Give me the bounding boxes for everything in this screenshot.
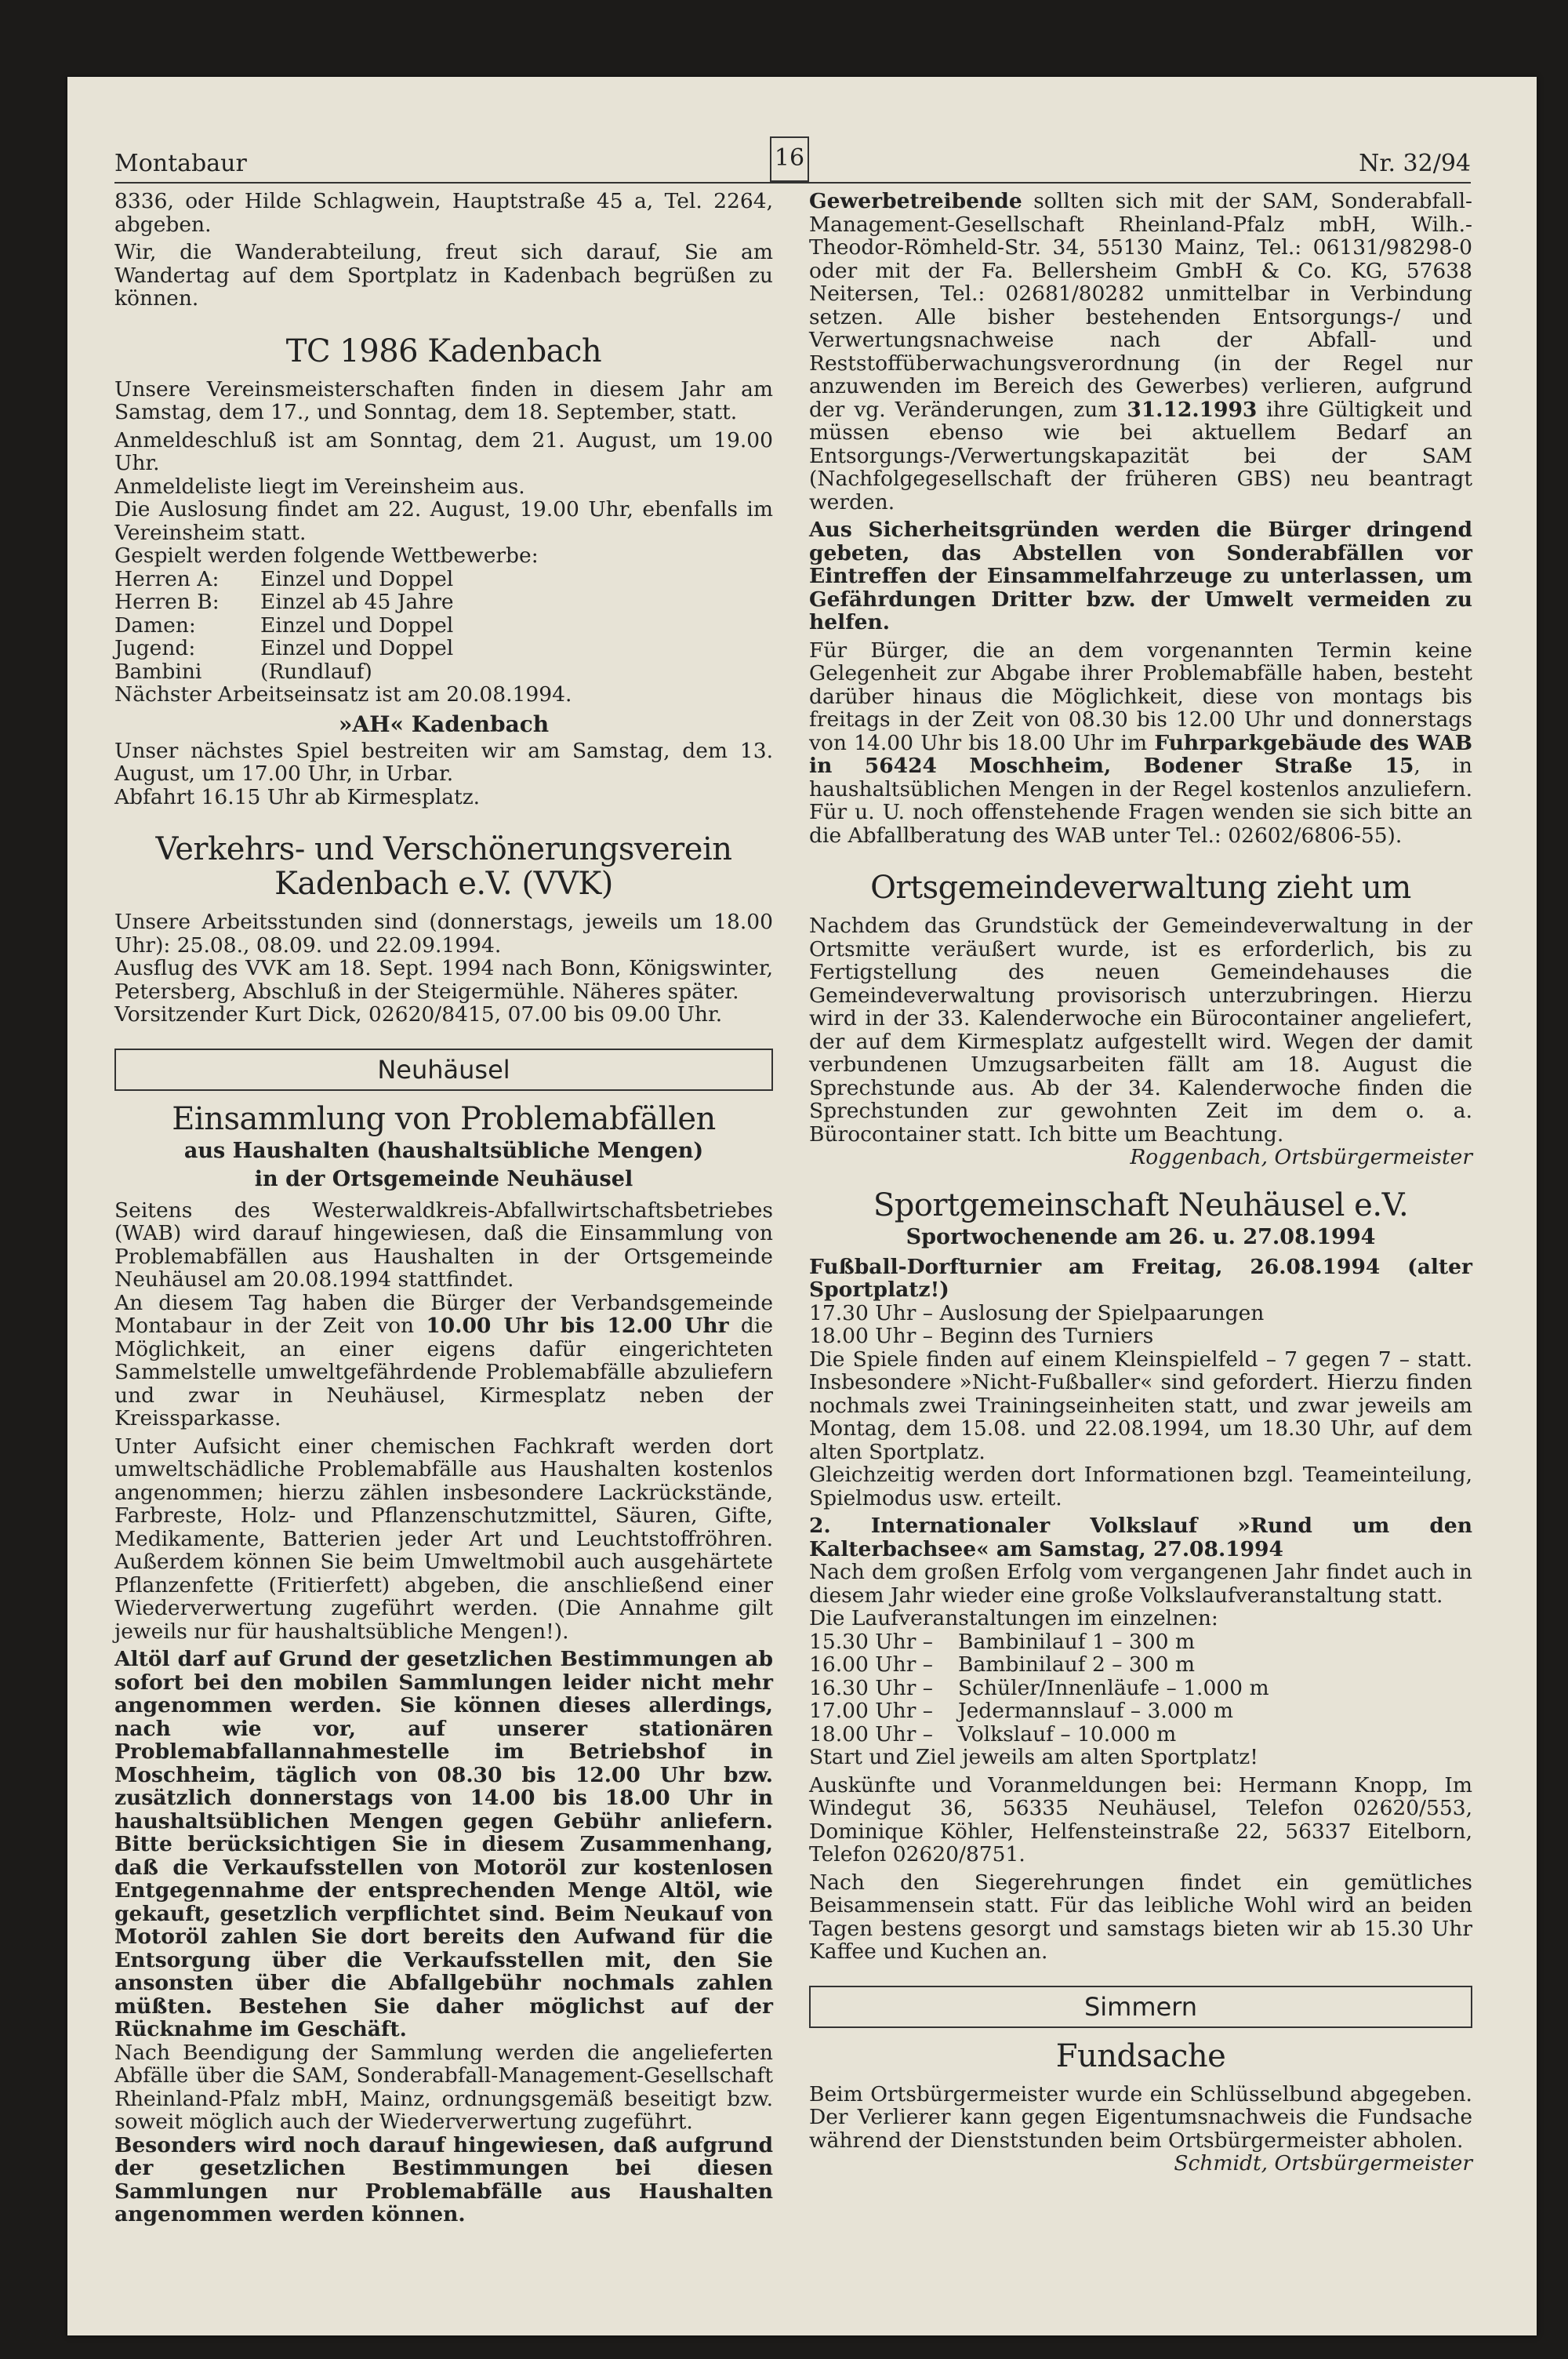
intro-paragraph: 8336, oder Hilde Schlagwein, Hauptstraße 45 a, Tel. 2264, abgeben. xyxy=(114,189,773,237)
section-title-vvk: Verkehrs- und Verschönerungsverein xyxy=(155,831,732,867)
tc-paragraph: Unsere Vereinsmeisterschaften finden in diesem Jahr am Samstag, dem 17., und Sonntag, dem 18. September, statt. xyxy=(114,376,773,424)
table-row: 16.30 Uhr – Schüler/Innenläufe – 1.000 m xyxy=(809,1675,1269,1700)
table-row: Herren A: Einzel und Doppel xyxy=(114,566,454,591)
tc-paragraph: Anmeldeschluß ist am Sonntag, dem 21. August, um 19.00 Uhr. xyxy=(114,427,773,475)
section-subtitle: in der Ortsgemeinde Neuhäusel xyxy=(254,1166,633,1191)
section-title-ah: »AH« Kadenbach xyxy=(338,711,550,737)
section-subtitle: aus Haushalten (haushaltsübliche Mengen) xyxy=(183,1138,704,1163)
competition-table xyxy=(114,568,454,684)
right-column xyxy=(809,190,1472,2180)
table-row: 15.30 Uhr – Bambinilauf 1 – 300 m xyxy=(809,1629,1196,1654)
pm-paragraph: Unter Aufsicht einer chemischen Fachkraft werden dort umweltschädliche Problemabfälle aus Haushalten kostenlos angenommen; hierzu zählen insbesondere Lackrückstände, Farbreste, Holz- und Pflanzenschutzmittel, Säuren, Gifte, Medikamente, Batterien jeder Art und Leuchtstoffröhren. Außerdem können Sie beim Umweltmobil auch ausgehärtete Pflanzenfette (Fritierfett) abgeben, die anschließend einer Wiederverwertung zugeführt werden. (Die Annahme gilt jeweils nur für haushaltsübliche Mengen!). xyxy=(114,1434,773,1644)
sg-paragraph: Auskünfte und Voranmeldungen bei: Hermann Knopp, Im Windegut 36, 56335 Neuhäusel, Telefon 02620/553, Dominique Köhler, Helfensteinstraße 22, 56337 Eitelborn, Telefon 02620/8751. xyxy=(809,1772,1472,1866)
og-paragraph: Nachdem das Grundstück der Gemeindeverwaltung in der Ortsmitte veräußert wurde, ist es erforderlich, bis zu Fertigstellung des neuen Gemeindehauses die Gemeindeverwaltung provisorisch unterzubringen. Hierzu wird in der 33. Kalenderwoche ein Bürocontainer angeliefert, der auf dem Kirmesplatz aufgestellt wird. Wegen der damit verbundenen Umzugsarbeiten fällt am 18. August die Sprechstunde aus. Ab der 34. Kalenderwoche finden die Sprechstunden zur gewohnten Zeit im dem o. a. Bürocontainer statt. Ich bitte um Beachtung. xyxy=(809,914,1472,1147)
vvk-paragraph: Ausflug des VVK am 18. Sept. 1994 nach Bonn, Königswinter, Petersberg, Abschluß in der Steigermühle. Näheres später. xyxy=(114,956,773,1004)
table-row: 16.00 Uhr – Bambinilauf 2 – 300 m xyxy=(809,1652,1196,1677)
tc-paragraph: Gespielt werden folgende Wettbewerbe: xyxy=(114,543,539,568)
section-title-problemabfaelle: Einsammlung von Problemabfällen xyxy=(172,1100,716,1137)
issue-number: Nr. 32/94 xyxy=(1359,150,1471,177)
page-header xyxy=(114,140,1471,184)
run-schedule-table xyxy=(809,1630,1269,1747)
vvk-paragraph: Unsere Arbeitsstunden sind (donnerstags, jeweils um 18.00 Uhr): 25.08., 08.09. und 22.09.1994. xyxy=(114,910,773,958)
safety-paragraph: Aus Sicherheitsgründen werden die Bürger dringend gebeten, das Abstellen von Sonderabfällen vor Eintreffen der Einsammelfahrzeuge zu unterlassen, um Gefährdungen Dritter bzw. der Umwelt vermeiden zu helfen. xyxy=(809,518,1472,634)
pm-paragraph-bold: Altöl darf auf Grund der gesetzlichen Bestimmungen ab sofort bei den mobilen Sammlungen leider nicht mehr angenommen werden. Sie können dieses allerdings, nach wie vor, auf unserer stationären Problemabfallannahmestelle im Betriebshof in Moschheim, täglich von 08.30 bis 12.00 Uhr bzw. zusätzlich donnerstags von 14.00 bis 18.00 Uhr in haushaltsüblichen Mengen gegen Gebühr anliefern. Bitte berücksichtigen Sie in diesem Zusammenhang, daß die Verkaufsstellen von Motoröl zur kostenlosen Entgegennahme der entsprechenden Menge Altöl, wie gekauft, gesetzlich verpflichtet sind. Beim Neukauf von Motoröl zahlen Sie dort bereits den Aufwand für die Entsorgung über die Verkaufsstellen mit, den Sie ansonsten über die Abfallgebühr nochmals zahlen müßten. Bestehen Sie daher möglichst auf der Rücknahme im Geschäft. xyxy=(114,1647,773,2041)
sg-line: 17.30 Uhr – Auslosung der Spielpaarungen xyxy=(809,1300,1265,1325)
section-title-fundsache: Fundsache xyxy=(1055,2037,1226,2074)
page-number: 16 xyxy=(770,136,809,182)
gewerbe-paragraph: Gewerbetreibende sollten sich mit der SAM, Sonderabfall-Management-Gesellschaft Rheinland-Pfalz mbH, Wilh.-Theodor-Römheld-Str. 34, 55130 Mainz, Tel.: 06131/98298-0 oder mit der Fa. Bellersheim GmbH & Co. KG, 57638 Neitersen, Tel.: 02681/80282 unmittelbar in Verbindung setzen. Alle bisher bestehenden Entsorgungs-/ und Verwertungsnachweise nach der Abfall- und Reststoffüberwachungsverordnung (in der Regel nur anzuwenden im Bereich des Gewerbes) verlieren, aufgrund der vg. Veränderungen, zum 31.12.1993 ihre Gültigkeit und müssen ebenso wie bei aktuellem Bedarf an Entsorgungs-/Verwertungskapazität bei der SAM (Nachfolgegesellschaft der früheren GBS) neu beantragt werden. xyxy=(809,189,1472,514)
tc-paragraph: Anmeldeliste liegt im Vereinsheim aus. xyxy=(114,474,525,499)
sg-paragraph: Nach dem großen Erfolg vom vergangenen Jahr findet auch in diesem Jahr wieder eine große Volkslaufveranstaltung statt. xyxy=(809,1560,1472,1608)
section-title-vvk-2: Kadenbach e.V. (VVK) xyxy=(274,866,613,902)
sg-paragraph: Start und Ziel jeweils am alten Sportplatz! xyxy=(809,1745,1258,1769)
sg-paragraph: Die Laufveranstaltungen im einzelnen: xyxy=(809,1606,1218,1630)
left-column xyxy=(114,190,773,2231)
pm-paragraph: Seitens des Westerwaldkreis-Abfallwirtschaftsbetriebes (WAB) wird darauf hingewiesen, daß die Einsammlung von Problemabfällen aus Haushalten in der Ortsgemeinde Neuhäusel am 20.08.1994 stattfindet. xyxy=(114,1198,773,1292)
section-title-ortsgemeinde: Ortsgemeindeverwaltung zieht um xyxy=(870,870,1411,906)
locality-box-neuhaeusel: Neuhäusel xyxy=(114,1049,773,1091)
sg-paragraph: Gleichzeitig werden dort Informationen bzgl. Teameinteilung, Spielmodus usw. erteilt. xyxy=(809,1463,1472,1510)
signature: Schmidt, Ortsbürgermeister xyxy=(1174,2151,1472,2175)
section-title-sg: Sportgemeinschaft Neuhäusel e.V. xyxy=(873,1187,1409,1223)
moschheim-paragraph: Für Bürger, die an dem vorgenannten Termin keine Gelegenheit zur Abgabe ihrer Problemabfälle haben, besteht darüber hinaus die Möglichkeit, diese von montags bis freitags in der Zeit von 08.30 bis 12.00 Uhr und donnerstags von 14.00 Uhr bis 18.00 Uhr im Fuhrparkgebäude des WAB in 56424 Moschheim, Bodener Straße 15, in haushaltsüblichen Mengen in der Regel kostenlos anzuliefern. Für u. U. noch offenstehende Fragen wenden sie sich bitte an die Abfallberatung des WAB unter Tel.: 02602/6806-55). xyxy=(809,638,1472,848)
table-row: 17.00 Uhr – Jedermannslauf – 3.000 m xyxy=(809,1699,1233,1723)
fs-paragraph: Beim Ortsbürgermeister wurde ein Schlüsselbund abgegeben. Der Verlierer kann gegen Eigentumsnachweis die Fundsache während der Dienststunden beim Ortsbürgermeister abholen. xyxy=(809,2081,1472,2153)
section-subtitle: Sportwochenende am 26. u. 27.08.1994 xyxy=(906,1224,1376,1249)
table-row: Bambini (Rundlauf) xyxy=(114,659,372,684)
signature: Roggenbach, Ortsbürgermeister xyxy=(1130,1145,1472,1169)
sg-heading: 2. Internationaler Volkslauf »Rund um den Kalterbachsee« am Samstag, 27.08.1994 xyxy=(809,1514,1472,1561)
ah-paragraph: Unser nächstes Spiel bestreiten wir am Samstag, dem 13. August, um 17.00 Uhr, in Urbar. xyxy=(114,738,773,786)
header-region: Montabaur xyxy=(114,150,247,177)
ah-paragraph: Abfahrt 16.15 Uhr ab Kirmesplatz. xyxy=(114,784,481,809)
table-row: Jugend: Einzel und Doppel xyxy=(114,636,454,660)
locality-box-simmern: Simmern xyxy=(809,1986,1472,2028)
sg-paragraph: Die Spiele finden auf einem Kleinspielfeld – 7 gegen 7 – statt. Insbesondere »Nicht-Fußballer« sind gefordert. Hierzu finden nochmals zwei Trainingseinheiten statt, und zwar jeweils am Montag, dem 15.08. und 22.08.1994, um 18.30 Uhr, auf dem alten Sportplatz. xyxy=(809,1347,1472,1464)
tc-next-date: Nächster Arbeitseinsatz ist am 20.08.1994. xyxy=(114,682,572,707)
pm-paragraph-bold: Besonders wird noch darauf hingewiesen, daß aufgrund der gesetzlichen Bestimmungen bei diesen Sammlungen nur Problemabfälle aus Haushalten angenommen werden können. xyxy=(114,2132,773,2226)
tc-paragraph: Die Auslosung findet am 22. August, 19.00 Uhr, ebenfalls im Vereinsheim statt. xyxy=(114,497,773,545)
sg-heading: Fußball-Dorfturnier am Freitag, 26.08.1994 (alter Sportplatz!) xyxy=(809,1254,1472,1302)
table-row: Damen: Einzel und Doppel xyxy=(114,612,454,638)
intro-paragraph: Wir, die Wanderabteilung, freut sich darauf, Sie am Wandertag auf dem Sportplatz in Kadenbach begrüßen zu können. xyxy=(114,240,773,311)
section-title-tc: TC 1986 Kadenbach xyxy=(285,333,602,369)
sg-line: 18.00 Uhr – Beginn des Turniers xyxy=(809,1324,1154,1348)
sg-paragraph: Nach den Siegerehrungen findet ein gemütliches Beisammensein statt. Für das leibliche Wohl wird an beiden Tagen bestens gesorgt und samstags bieten wir ab 15.30 Uhr Kaffee und Kuchen an. xyxy=(809,1870,1472,1964)
table-row: Herren B: Einzel ab 45 Jahre xyxy=(114,590,454,614)
table-row: 18.00 Uhr – Volkslauf – 10.000 m xyxy=(809,1721,1177,1747)
pm-paragraph: Nach Beendigung der Sammlung werden die angelieferten Abfälle über die SAM, Sonderabfall-Management-Gesellschaft Rheinland-Pfalz mbH, Mainz, ordnungsgemäß beseitigt bzw. soweit möglich auch der Wiederverwertung zugeführt. xyxy=(114,2040,773,2134)
vvk-paragraph: Vorsitzender Kurt Dick, 02620/8415, 07.00 bis 09.00 Uhr. xyxy=(114,1002,723,1027)
pm-paragraph: An diesem Tag haben die Bürger der Verbandsgemeinde Montabaur in der Zeit von 10.00 Uhr bis 12.00 Uhr die Möglichkeit, an einer eigens dafür eingerichteten Sammelstelle umweltgefährdende Problemabfälle abzuliefern und zwar in Neuhäusel, Kirmesplatz neben der Kreissparkasse. xyxy=(114,1290,773,1430)
